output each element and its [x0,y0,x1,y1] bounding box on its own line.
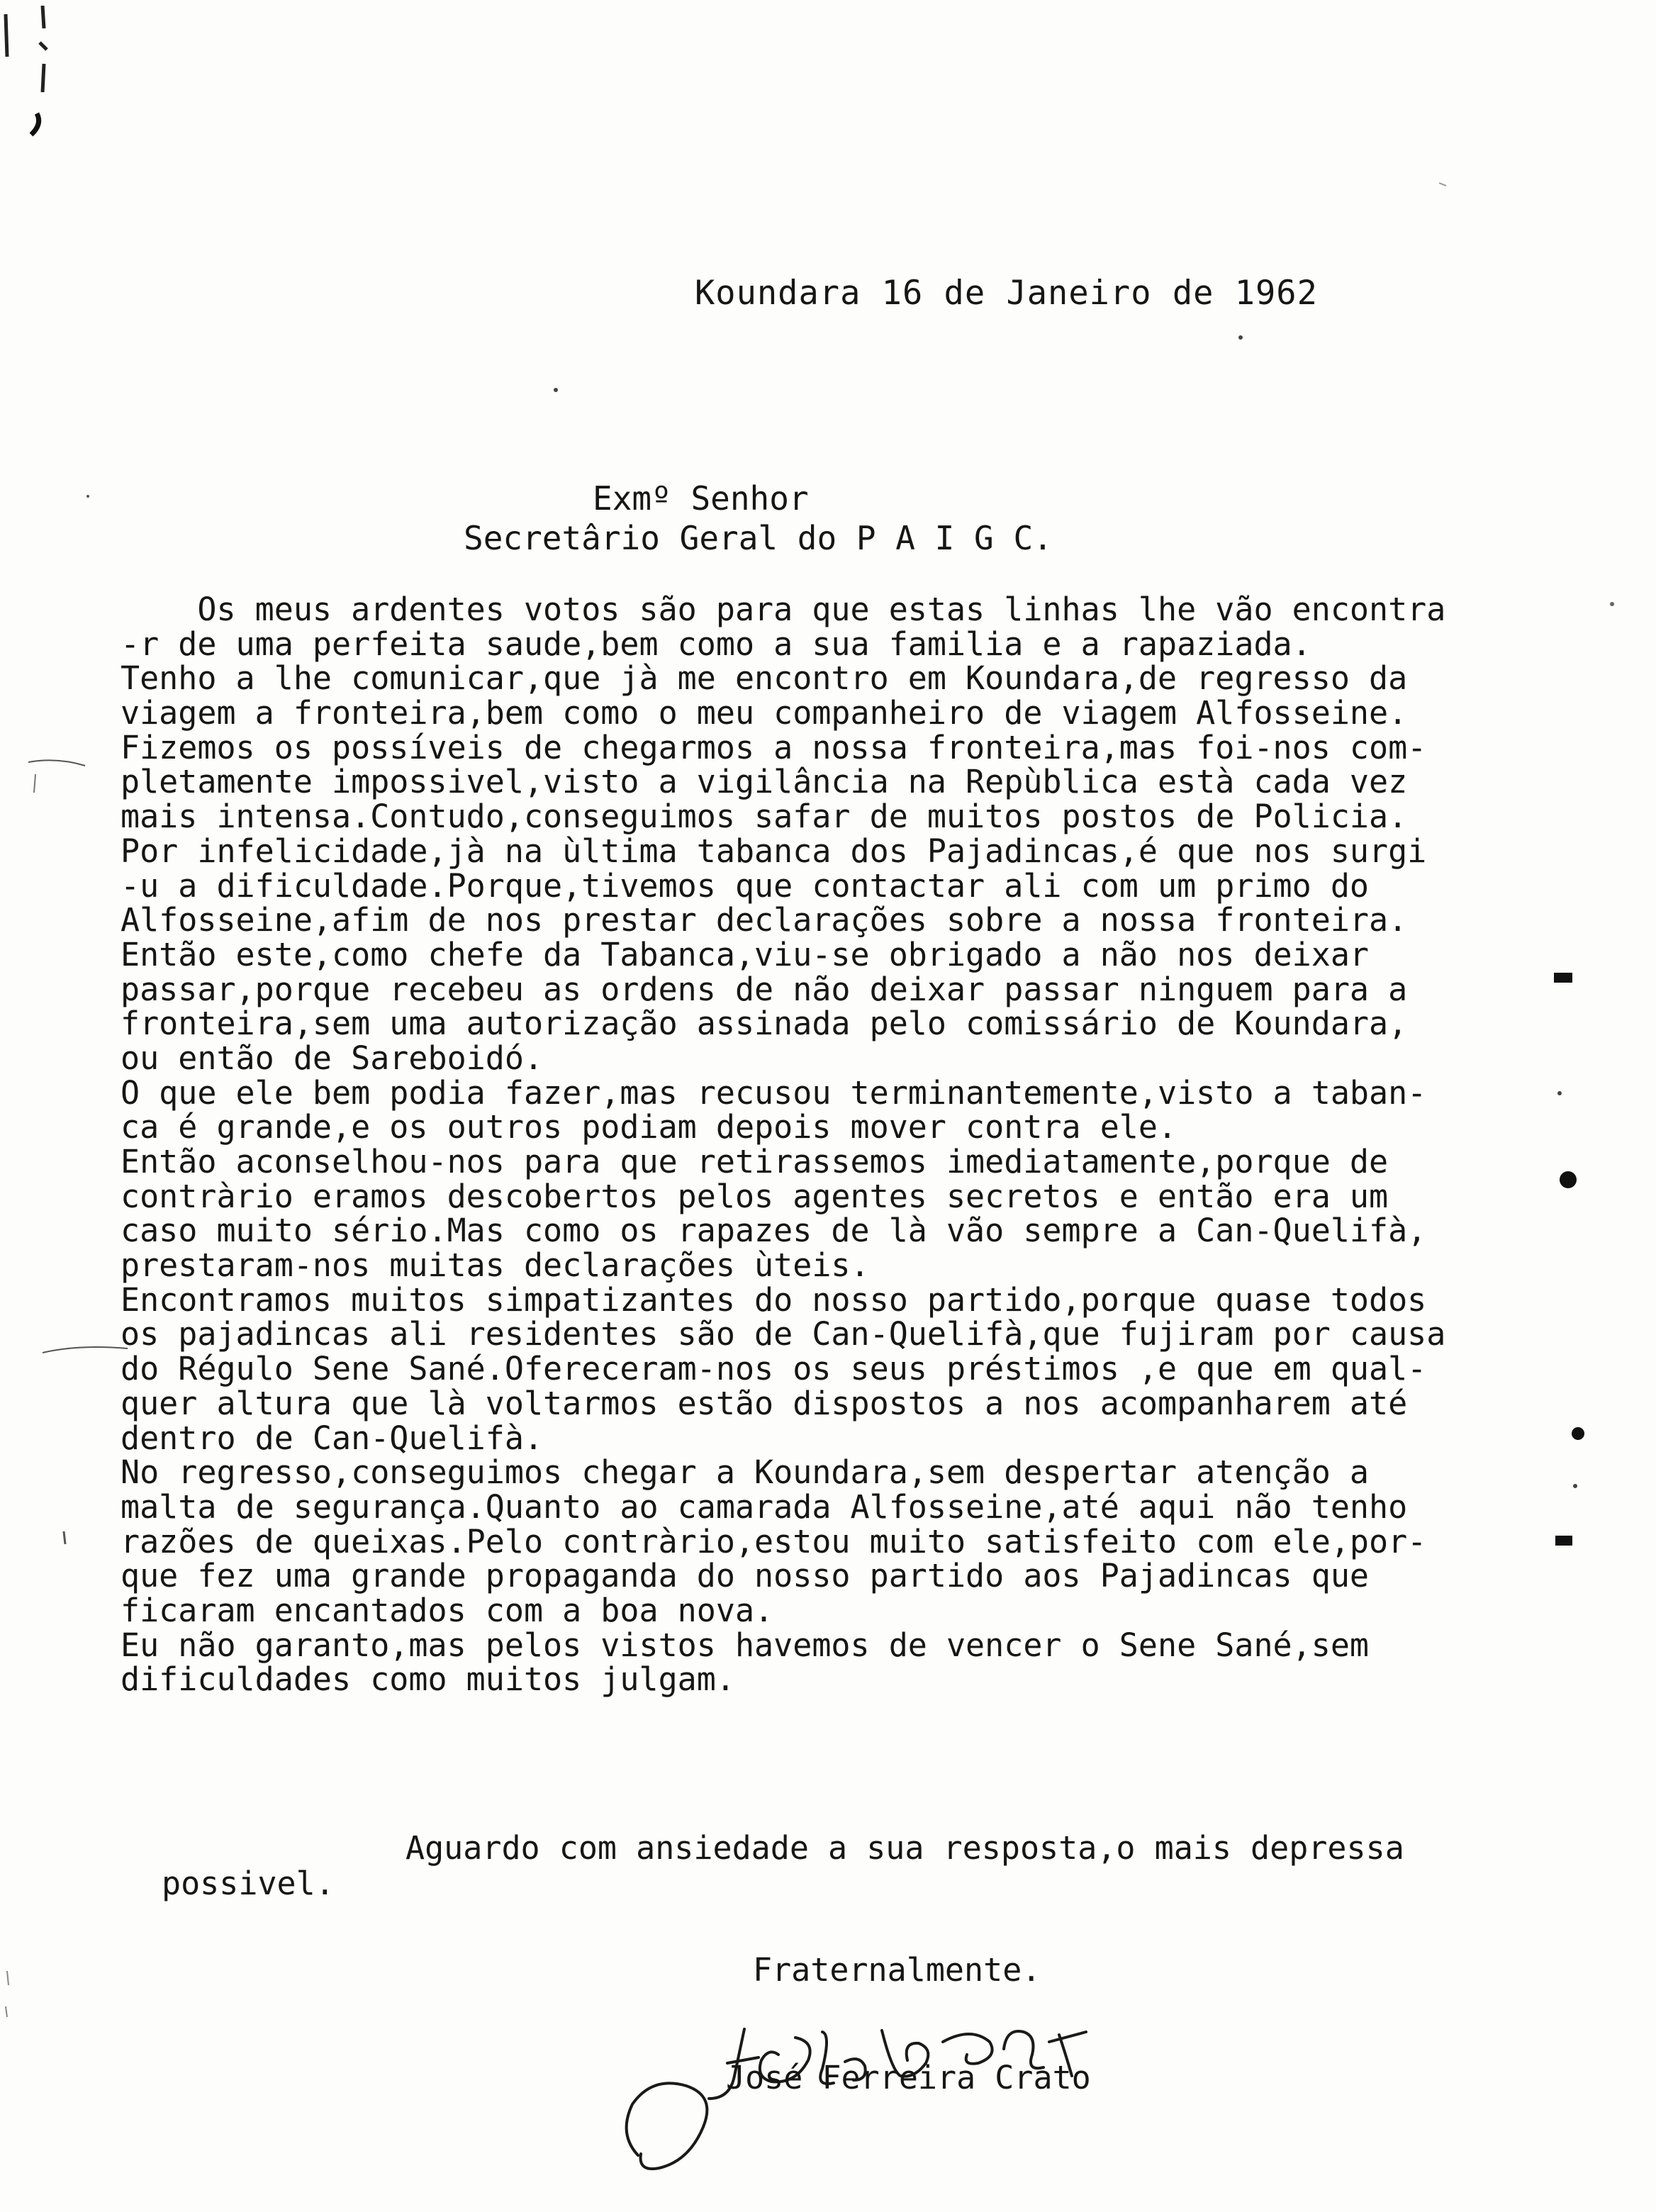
body-line: Eu não garanto,mas pelos vistos havemos de vencer o Sene Sané,sem [121,1626,1369,1664]
body-line: quer altura que là voltarmos estão dispostos a nos acompanharem até [121,1384,1408,1422]
body-line: fronteira,sem uma autorização assinada pelo comissário de Koundara, [121,1005,1408,1043]
body-line: -u a dificuldade.Porque,tivemos que contactar ali com um primo do [121,866,1369,905]
body-line: Tenho a lhe comunicar,que jà me encontro em Koundara,de regresso da [121,659,1408,698]
body-line: dentro de Can-Quelifà. [121,1419,544,1457]
body-line: contràrio eramos descobertos pelos agentes secretos e então era um [121,1177,1389,1215]
body-line: pletamente impossivel,visto a vigilância na Repùblica està cada vez [121,763,1408,801]
body-line: -r de uma perfeita saude,bem como a sua familia e a rapaziada. [121,625,1311,663]
body-line: que fez uma grande propaganda do nosso partido aos Pajadincas que [121,1557,1369,1595]
closing-line-continued: possivel. [162,1865,335,1902]
body-line: O que ele bem podia fazer,mas recusou terminantemente,visto a taban- [121,1073,1427,1112]
body-line: prestaram-nos muitas declarações ùteis. [121,1246,870,1285]
body-line: mais intensa.Contudo,conseguimos safar de muitos postos de Policia. [121,798,1408,836]
body-line: ca é grande,e os outros podiam depois mover contra ele. [121,1108,1177,1146]
body-line: Encontramos muitos simpatizantes do nosso partido,porque quase todos [121,1280,1427,1319]
salutation-recipient: Secretârio Geral do P A I G C. [464,519,1053,557]
farewell: Fraternalmente. [753,1951,1041,1989]
closing-line: Aguardo com ansiedade a sua resposta,o mais depressa [405,1829,1404,1867]
body-line: dificuldades como muitos julgam. [121,1660,735,1699]
body-line: do Régulo Sene Sané.Ofereceram-nos os seus préstimos ,e que em qual- [121,1350,1427,1388]
body-line: Por infelicidade,jà na ùltima tabanca dos Pajadincas,é que nos surgi [121,832,1427,870]
body-line: Alfosseine,afim de nos prestar declarações sobre a nossa fronteira. [121,901,1408,939]
body-line: ficaram encantados com a boa nova. [121,1591,774,1629]
body-line: ou então de Sareboidó. [121,1039,544,1077]
body-line: Então este,como chefe da Tabanca,viu-se obrigado a não nos deixar [121,935,1369,973]
body-line: No regresso,conseguimos chegar a Koundara,sem despertar atenção a [121,1453,1369,1492]
salutation-title: Exmº Senhor [593,479,809,518]
letter-body [121,593,1616,1697]
body-line: viagem a fronteira,bem como o meu companheiro de viagem Alfosseine. [121,694,1408,732]
signer-name: José Ferreira Crato [726,2059,1091,2096]
letter-date: Koundara 16 de Janeiro de 1962 [695,274,1318,313]
body-line: caso muito sério.Mas como os rapazes de là vão sempre a Can-Quelifà, [121,1212,1427,1250]
body-line: Os meus ardentes votos são para que estas linhas lhe vão encontra [121,591,1446,628]
body-line: os pajadincas ali residentes são de Can-Quelifà,que fujiram por causa [121,1315,1446,1353]
body-line: passar,porque recebeu as ordens de não deixar passar ninguem para a [121,970,1408,1008]
body-line: Então aconselhou-nos para que retirassemos imediatamente,porque de [121,1143,1389,1180]
body-line: Fizemos os possíveis de chegarmos a nossa fronteira,mas foi-nos com- [121,728,1427,766]
body-line: razões de queixas.Pelo contràrio,estou muito satisfeito com ele,por- [121,1522,1427,1560]
body-line: malta de segurança.Quanto ao camarada Alfosseine,até aqui não tenho [121,1487,1408,1526]
